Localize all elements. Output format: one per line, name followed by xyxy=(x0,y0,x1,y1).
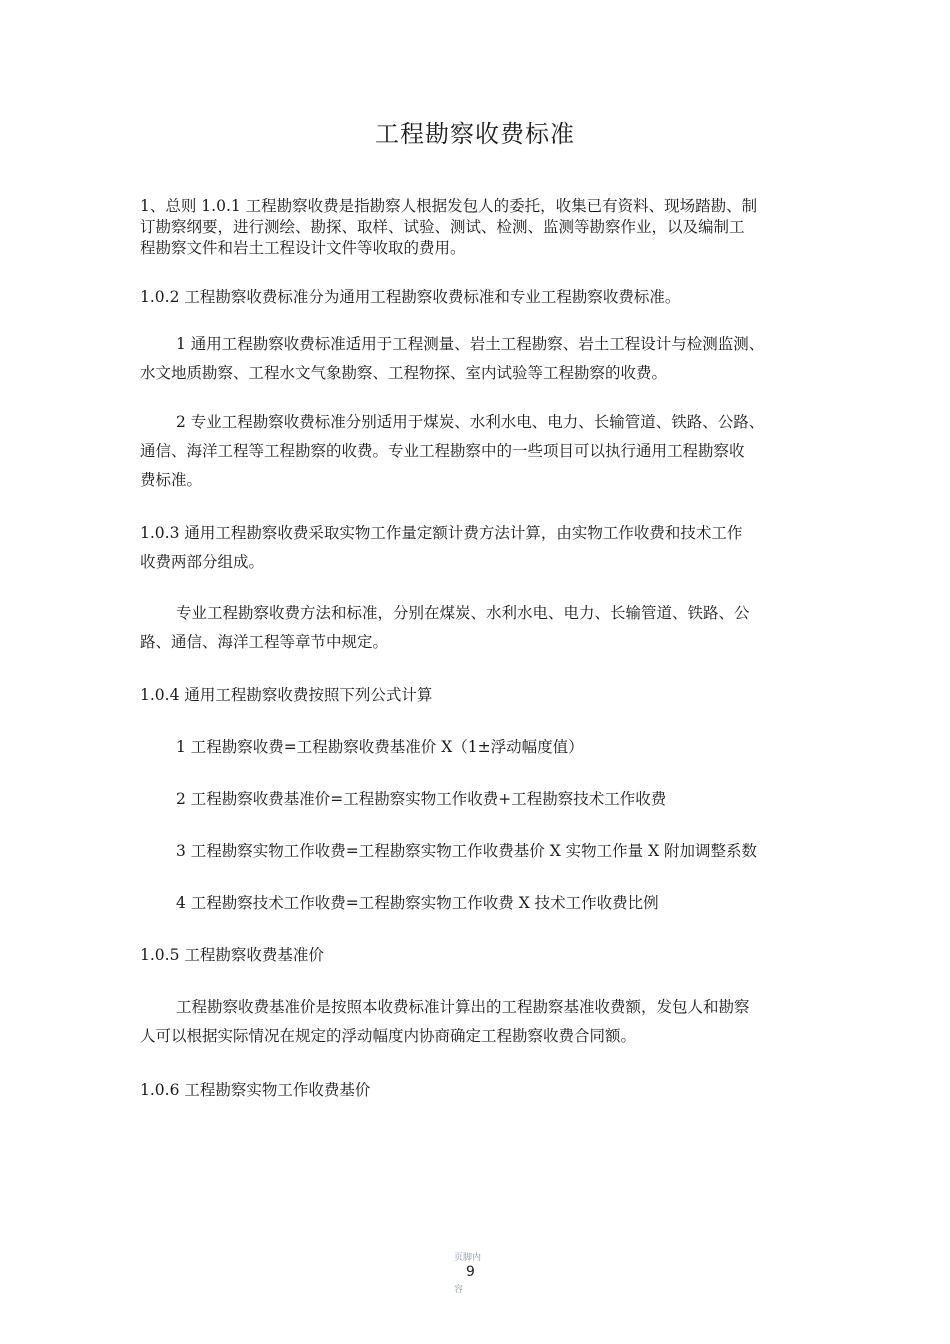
text-line: 1.0.3 通用工程勘察收费采取实物工作量定额计费方法计算，由实物工作收费和技术工作 xyxy=(140,524,743,542)
text-line: 专业工程勘察收费方法和标准，分别在煤炭、水利水电、电力、长输管道、铁路、公 xyxy=(176,604,750,622)
paragraph-base-price xyxy=(140,993,830,1051)
footer-text-bottom: 容 xyxy=(454,1285,464,1295)
text-line: 工程勘察收费基准价是按照本收费标准计算出的工程勘察基准收费额，发包人和勘察 xyxy=(176,998,750,1016)
text-line: 费标准。 xyxy=(140,471,203,489)
text-line: 1 工程勘察收费=工程勘察收费基准价 X（1±浮动幅度值） xyxy=(176,738,584,756)
formula-1 xyxy=(140,733,830,762)
text-line: 4 工程勘察技术工作收费=工程勘察实物工作收费 X 技术工作收费比例 xyxy=(176,894,659,912)
paragraph-1-0-4 xyxy=(140,681,830,710)
page-number: 9 xyxy=(466,1264,475,1280)
text-line: 3 工程勘察实物工作收费=工程勘察实物工作收费基价 X 实物工作量 X 附加调整系数 xyxy=(176,842,758,860)
text-line: 2 专业工程勘察收费标准分别适用于煤炭、水利水电、电力、长输管道、铁路、公路、 xyxy=(176,413,765,431)
text-line: 人可以根据实际情况在规定的浮动幅度内协商确定工程勘察收费合同额。 xyxy=(140,1027,637,1045)
text-line: 1 通用工程勘察收费标准适用于工程测量、岩土工程勘察、岩土工程设计与检测监测、 xyxy=(176,335,765,353)
text-line: 通信、海洋工程等工程勘察的收费。专业工程勘察中的一些项目可以执行通用工程勘察收 xyxy=(140,442,745,460)
paragraph-1-0-2 xyxy=(140,283,830,312)
formula-2 xyxy=(140,785,830,814)
text-line: 1.0.5 工程勘察收费基准价 xyxy=(140,946,324,964)
text-line: 水文地质勘察、工程水文气象勘察、工程物探、室内试验等工程勘察的收费。 xyxy=(140,364,668,382)
paragraph-professional-method xyxy=(140,599,830,657)
text-line: 1.0.2 工程勘察收费标准分为通用工程勘察收费标准和专业工程勘察收费标准。 xyxy=(140,288,681,306)
paragraph-professional-standard xyxy=(140,408,830,495)
formula-3 xyxy=(140,837,830,866)
paragraph-1-0-5 xyxy=(140,941,830,970)
text-line: 收费两部分组成。 xyxy=(140,553,265,571)
paragraph-general xyxy=(140,196,830,259)
document-title: 工程勘察收费标准 xyxy=(375,120,575,148)
formula-4 xyxy=(140,889,830,918)
paragraph-1-0-3 xyxy=(140,519,830,577)
paragraph-1-0-6 xyxy=(140,1076,830,1105)
text-line: 1.0.4 通用工程勘察收费按照下列公式计算 xyxy=(140,686,433,704)
text-line: 2 工程勘察收费基准价=工程勘察实物工作收费+工程勘察技术工作收费 xyxy=(176,790,667,808)
text-line: 订勘察纲要，进行测绘、勘探、取样、试验、测试、检测、监测等勘察作业，以及编制工 xyxy=(140,218,745,236)
footer-text-top: 页脚内 xyxy=(454,1253,482,1263)
paragraph-general-standard xyxy=(140,330,830,388)
text-line: 路、通信、海洋工程等章节中规定。 xyxy=(140,633,389,651)
text-line: 程勘察文件和岩土工程设计文件等收取的费用。 xyxy=(140,239,466,257)
text-line: 1、总则 1.0.1 工程勘察收费是指勘察人根据发包人的委托，收集已有资料、现场踏勘、制 xyxy=(140,197,758,215)
text-line: 1.0.6 工程勘察实物工作收费基价 xyxy=(140,1081,371,1099)
